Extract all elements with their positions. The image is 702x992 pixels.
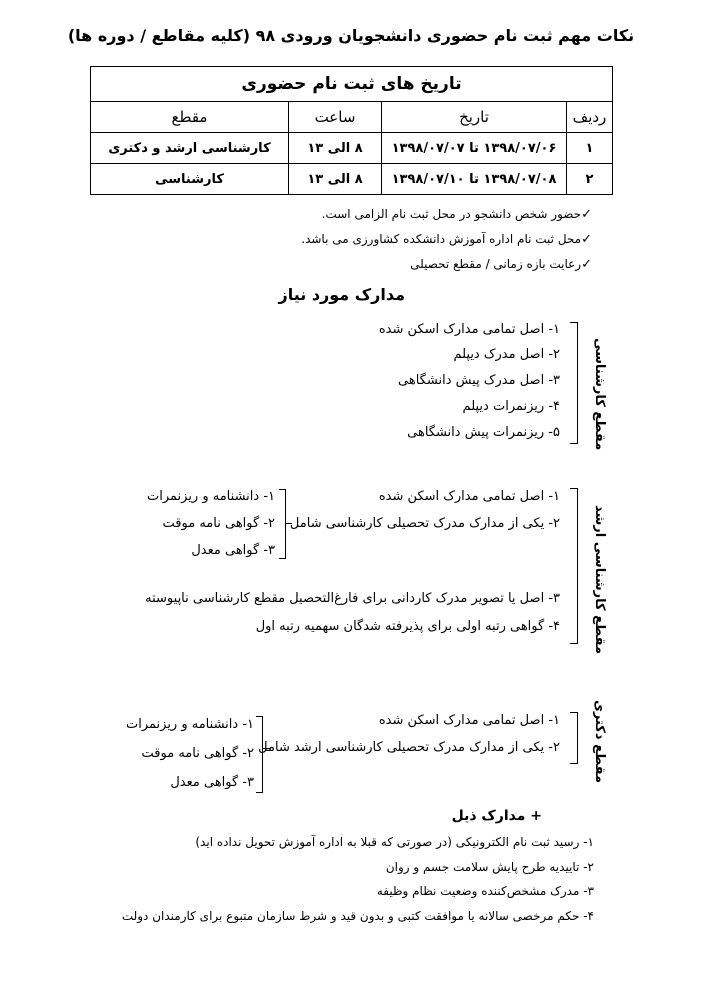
- extra-item: ۱- رسید ثبت نام الکترونیکی (در صورتی که قبلا به اداره آموزش تحویل نداده اید): [195, 835, 594, 849]
- bachelor-item: ۲- اصل مدرک دیپلم: [453, 347, 560, 362]
- phd-item: ۲- یکی از مدارک مدرک تحصیلی کارشناسی ارشد شامل: [258, 740, 560, 755]
- note-text: محل ثبت نام اداره آموزش دانشکده کشاورزی می باشد.: [301, 232, 582, 246]
- masters-sub-item: ۳- گواهی معدل: [191, 543, 275, 558]
- phd-item: ۱- اصل تمامی مدارک اسکن شده: [378, 713, 560, 728]
- row-number: ۲: [567, 164, 613, 195]
- note-item: [410, 257, 592, 272]
- masters-sub-item: ۱- دانشنامه و ریزنمرات: [146, 489, 275, 504]
- table-row: [91, 164, 613, 195]
- header-level: مقطع: [91, 102, 289, 133]
- bachelor-item: ۴- ریزنمرات دیپلم: [462, 399, 560, 414]
- extra-item: ۲- تاییدیه طرح پایش سلامت جسم و روان: [385, 860, 594, 874]
- extra-item: ۴- حکم مرخصی سالانه یا موافقت کتبی و بدون قید و شرط سازمان متبوع برای کارمندان دولت: [121, 909, 594, 923]
- bachelor-item: ۳- اصل مدرک پیش دانشگاهی: [398, 373, 560, 388]
- header-date: تاریخ: [382, 102, 567, 133]
- masters-sub-bracket: [279, 489, 286, 559]
- documents-title: مدارک مورد نیاز: [278, 285, 405, 304]
- masters-item: ۲- یکی از مدارک مدرک تحصیلی کارشناسی شامل: [289, 516, 560, 531]
- bachelor-label: مقطع کارشناسی: [592, 338, 607, 451]
- header-time: ساعت: [289, 102, 382, 133]
- masters-connector: [285, 523, 292, 524]
- check-mark-icon: ✓: [581, 207, 592, 222]
- row-level: کارشناسی ارشد و دکتری: [91, 133, 289, 164]
- check-mark-icon: ✓: [581, 257, 592, 272]
- note-text: رعایت بازه زمانی / مقطع تحصیلی: [410, 257, 582, 271]
- masters-item: ۱- اصل تمامی مدارک اسکن شده: [378, 489, 560, 504]
- extra-documents-title: + مدارک ذیل: [451, 808, 542, 824]
- extra-item: ۳- مدرک مشخص‌کننده وضعیت نظام وظیفه: [376, 884, 594, 898]
- masters-label: مقطع کارشناسی ارشد: [592, 505, 607, 655]
- table-caption: تاریخ های ثبت نام حضوری: [91, 67, 613, 102]
- row-date: ۱۳۹۸/۰۷/۰۶ تا ۱۳۹۸/۰۷/۰۷: [382, 133, 567, 164]
- row-date: ۱۳۹۸/۰۷/۰۸ تا ۱۳۹۸/۰۷/۱۰: [382, 164, 567, 195]
- phd-sub-item: ۲- گواهی نامه موقت: [141, 746, 254, 761]
- phd-bracket: [570, 712, 578, 764]
- page-title: نکات مهم ثبت نام حضوری دانشجویان ورودی ۹۸ (کلیه مقاطع / دوره ها): [67, 26, 635, 45]
- bachelor-item: ۵- ریزنمرات پیش دانشگاهی: [407, 425, 560, 440]
- note-item: [301, 232, 592, 247]
- row-number: ۱: [567, 133, 613, 164]
- bachelor-bracket: [570, 322, 578, 444]
- phd-sub-item: ۱- دانشنامه و ریزنمرات: [125, 717, 254, 732]
- row-time: ۸ الی ۱۳: [289, 164, 382, 195]
- header-row-number: ردیف: [567, 102, 613, 133]
- masters-item: ۴- گواهی رتبه اولی برای پذیرفته شدگان سهمیه رتبه اول: [255, 619, 560, 634]
- masters-item: ۳- اصل یا تصویر مدرک کاردانی برای فارغ‌التحصیل مقطع کارشناسی ناپیوسته: [145, 591, 560, 606]
- masters-bracket: [570, 488, 578, 644]
- masters-sub-item: ۲- گواهی نامه موقت: [162, 516, 275, 531]
- registration-table: [90, 66, 613, 195]
- row-time: ۸ الی ۱۳: [289, 133, 382, 164]
- phd-sub-item: ۳- گواهی معدل: [170, 775, 254, 790]
- row-level: کارشناسی: [91, 164, 289, 195]
- phd-connector: [262, 748, 270, 749]
- phd-sub-bracket: [256, 716, 263, 793]
- phd-label: مقطع دکتری: [592, 700, 607, 784]
- check-mark-icon: ✓: [581, 232, 592, 247]
- bachelor-item: ۱- اصل تمامی مدارک اسکن شده: [378, 322, 560, 337]
- note-item: [322, 207, 592, 222]
- table-row: [91, 133, 613, 164]
- note-text: حضور شخص دانشجو در محل ثبت نام الزامی است.: [321, 207, 582, 221]
